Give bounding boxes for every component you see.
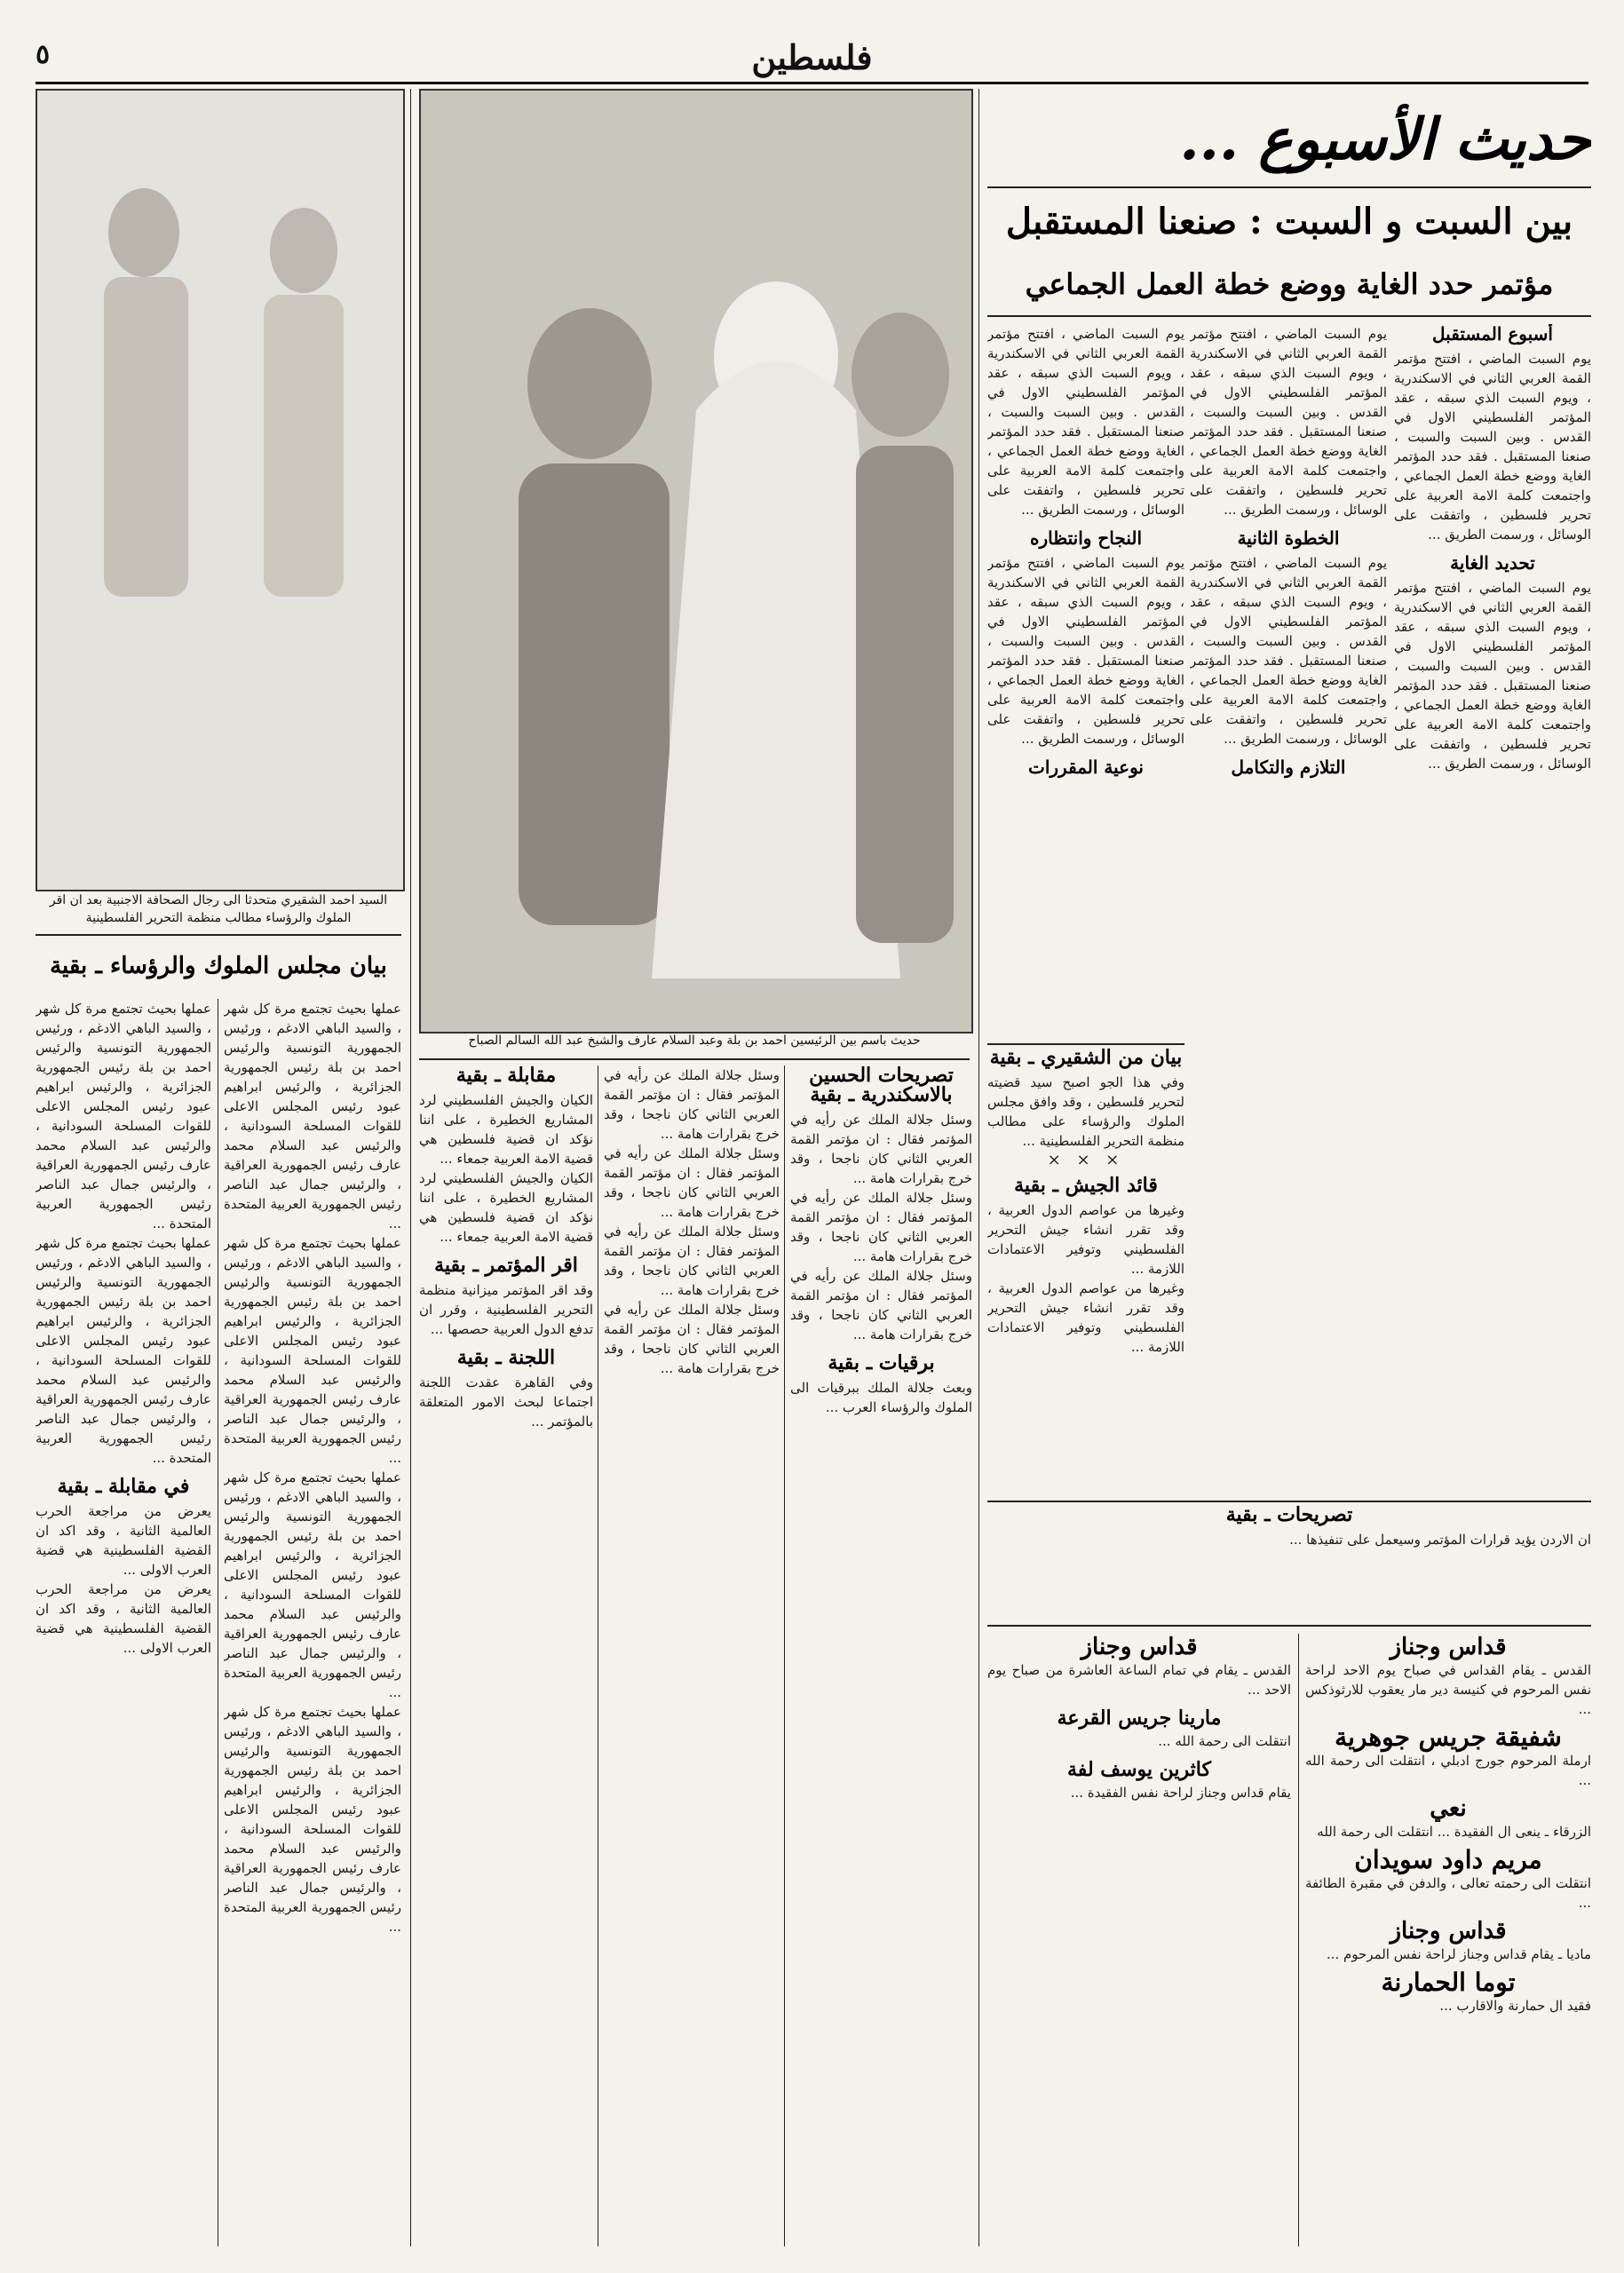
kings-statement-title-box <box>36 941 401 994</box>
body-text: يوم السبت الماضي ، افتتح مؤتمر القمة العربي الثاني في الاسكندرية ، ويوم السبت الذي سبقه ، عقد المؤتمر الفلسطيني الاول في القدس . وبين السبت والسبت ، صنعنا المستقبل . فقد حدد المؤتمر الغاية ووضع خطة العمل الجماعي ، واجتمعت كلمة الامة العربية على تحرير فلسطين ، واتفقت على الوسائل ، ورسمت الطريق ... <box>987 555 1184 747</box>
photo-leaders-caption: حديث باسم بين الرئيسين احمد بن بلة وعبد السلام عارف والشيخ عبد الله السالم الصباح <box>468 1034 921 1048</box>
notice-title: قداس وجناز <box>1390 1634 1507 1660</box>
article-body: وسئل جلالة الملك عن رأيه في المؤتمر فقال : ان مؤتمر القمة العربي الثاني كان ناجحا ، وقد خرج بقرارات هامة ... <box>604 1067 780 1142</box>
notice-body: ماديا ـ يقام قداس وجناز لراحة نفس المرحوم ... <box>1326 1946 1591 1962</box>
notice-title: شفيقة جريس جوهرية <box>1335 1723 1562 1752</box>
article-body: وغيرها من عواصم الدول العربية ، وقد تقرر انشاء جيش التحرير الفلسطيني وتوفير الاعتمادات اللازمة ... <box>987 1202 1184 1277</box>
notices-col-right <box>1305 1634 1591 2246</box>
article-title: بيان من الشقيري ـ بقية <box>989 1048 1183 1069</box>
article-body: عملها بحيث تجتمع مرة كل شهر ، والسيد الباهي الادغم ، ورئيس الجمهورية التونسية والرئيس احمد بن بلة رئيس الجمهورية الجزائرية ، والرئيس ابراهيم عبود رئيس المجلس الاعلى للقوات المسلحة السودانية ، والرئيس عبد السلام محمد عارف رئيس الجمهورية العراقية ، والرئيس جمال عبد الناصر رئيس الجمهورية العربية المتحدة ... <box>224 1235 401 1466</box>
notice-body: الزرقاء ـ ينعى ال الفقيدة ... انتقلت الى رحمة الله <box>1317 1824 1591 1840</box>
notice-body: القدس ـ يقام القداس في صباح يوم الاحد لراحة نفس المرحوم في كنيسة دير مار يعقوب للارثوذكس ... <box>1305 1662 1591 1717</box>
body-text: يوم السبت الماضي ، افتتح مؤتمر القمة العربي الثاني في الاسكندرية ، ويوم السبت الذي سبقه ، عقد المؤتمر الفلسطيني الاول في القدس . وبين السبت والسبت ، صنعنا المستقبل . فقد حدد المؤتمر الغاية ووضع خطة العمل الجماعي ، واجتمعت كلمة الامة العربية على تحرير فلسطين ، واتفقت على الوسائل ، ورسمت الطريق ... <box>1190 326 1387 518</box>
photo-shukairy-image <box>37 91 403 890</box>
notices-col-left <box>987 1634 1291 2246</box>
notice-title: نعي <box>1430 1795 1467 1822</box>
column-rule <box>784 1065 785 2246</box>
article-body: وسئل جلالة الملك عن رأيه في المؤتمر فقال : ان مؤتمر القمة العربي الثاني كان ناجحا ، وقد خرج بقرارات هامة ... <box>604 1224 780 1298</box>
article-title: اللجنة ـ بقية <box>456 1346 556 1369</box>
article-title: في مقابلة ـ بقية <box>57 1475 190 1498</box>
subhead: التلازم والتكامل <box>1231 756 1346 778</box>
article-title: قائد الجيش ـ بقية <box>1014 1174 1158 1197</box>
week-talk-col-1 <box>1394 324 1591 1496</box>
article-body: وغيرها من عواصم الدول العربية ، وقد تقرر انشاء جيش التحرير الفلسطيني وتوفير الاعتمادات اللازمة ... <box>987 1280 1184 1355</box>
subhead: أسبوع المستقبل <box>1432 324 1553 345</box>
photo-leaders-image <box>421 91 971 1032</box>
shukairy-article <box>987 1048 1184 1492</box>
week-talk-kicker: حديث الأسبوع ... <box>1179 107 1591 173</box>
article-body: عملها بحيث تجتمع مرة كل شهر ، والسيد الباهي الادغم ، ورئيس الجمهورية التونسية والرئيس احمد بن بلة رئيس الجمهورية الجزائرية ، والرئيس ابراهيم عبود رئيس المجلس الاعلى للقوات المسلحة السودانية ، والرئيس عبد السلام محمد عارف رئيس الجمهورية العراقية ، والرئيس جمال عبد الناصر رئيس الجمهورية العربية المتحدة ... <box>36 1235 211 1466</box>
article-body: الكيان والجيش الفلسطيني لرد المشاريع الخطيرة ، على اننا نؤكد ان قضية فلسطين هي قضية الامة العربية جمعاء ... <box>419 1092 593 1167</box>
article-body: عملها بحيث تجتمع مرة كل شهر ، والسيد الباهي الادغم ، ورئيس الجمهورية التونسية والرئيس احمد بن بلة رئيس الجمهورية الجزائرية ، والرئيس ابراهيم عبود رئيس المجلس الاعلى للقوات المسلحة السودانية ، والرئيس عبد السلام محمد عارف رئيس الجمهورية العراقية ، والرئيس جمال عبد الناصر رئيس الجمهورية العربية المتحدة ... <box>224 1704 401 1935</box>
notice-title: قداس وجناز <box>1390 1918 1507 1944</box>
article-title: تصريحات ـ بقية <box>1225 1505 1353 1526</box>
article-body: وسئل جلالة الملك عن رأيه في المؤتمر فقال : ان مؤتمر القمة العربي الثاني كان ناجحا ، وقد خرج بقرارات هامة ... <box>604 1302 780 1376</box>
week-talk-headline-box <box>987 191 1591 253</box>
article-body: وفي هذا الجو اصبح سيد قضيته لتحرير فلسطين ، وقد وافق مجلس الملوك والرؤساء على مطالب منظمة التحرير الفلسطينية ... <box>987 1074 1184 1149</box>
notice-title: كاثرين يوسف لفة <box>1067 1758 1211 1781</box>
notice-body: القدس ـ يقام في تمام الساعة العاشرة من صباح يوم الاحد ... <box>987 1662 1291 1698</box>
week-talk-subhead: مؤتمر حدد الغاية ووضع خطة العمل الجماعي <box>1025 267 1554 301</box>
subhead: نوعية المقررات <box>1028 756 1144 778</box>
separator: × × × <box>1047 1151 1125 1169</box>
column-rule <box>410 89 411 2246</box>
subhead: الخطوة الثانية <box>1237 527 1340 549</box>
week-talk-headline: بين السبت و السبت : صنعنا المستقبل <box>1005 201 1573 242</box>
photo-leaders <box>419 89 973 1034</box>
rule <box>36 934 401 936</box>
hussein-article <box>790 1065 972 2246</box>
notice-title: توما الحمارنة <box>1381 1968 1516 1997</box>
notice-title: مريم داود سويدان <box>1354 1845 1542 1874</box>
article-body: ان الاردن يؤيد قرارات المؤتمر وسيعمل على تنفيذها ... <box>1289 1532 1591 1548</box>
page-number: ٥ <box>36 39 51 70</box>
notice-title: مارينا جريس القرعة <box>1057 1707 1222 1730</box>
rule <box>987 1625 1591 1627</box>
article-body: الكيان والجيش الفلسطيني لرد المشاريع الخطيرة ، على اننا نؤكد ان قضية فلسطين هي قضية الامة العربية جمعاء ... <box>419 1170 593 1245</box>
interview-article <box>419 1065 593 2246</box>
article-body: يعرض من مراجعة الحرب العالمية الثانية ، وقد اكد ان القضية الفلسطينية هي قضية العرب الاولى ... <box>36 1581 211 1656</box>
column-rule <box>978 89 979 2246</box>
article-body: عملها بحيث تجتمع مرة كل شهر ، والسيد الباهي الادغم ، ورئيس الجمهورية التونسية والرئيس احمد بن بلة رئيس الجمهورية الجزائرية ، والرئيس ابراهيم عبود رئيس المجلس الاعلى للقوات المسلحة السودانية ، والرئيس عبد السلام محمد عارف رئيس الجمهورية العراقية ، والرئيس جمال عبد الناصر رئيس الجمهورية العربية المتحدة ... <box>224 1001 401 1232</box>
week-talk-col-2 <box>1190 324 1387 1496</box>
notice-body: فقيد ال حمارنة والاقارب ... <box>1439 1998 1591 2014</box>
statements-article <box>987 1505 1591 1612</box>
article-body: وبعث جلالة الملك ببرقيات الى الملوك والرؤساء العرب ... <box>790 1380 972 1415</box>
rule <box>987 1043 1184 1045</box>
notice-body: يقام قداس وجناز لراحة نفس الفقيدة ... <box>1070 1785 1291 1801</box>
body-text: يوم السبت الماضي ، افتتح مؤتمر القمة العربي الثاني في الاسكندرية ، ويوم السبت الذي سبقه ، عقد المؤتمر الفلسطيني الاول في القدس . وبين السبت والسبت ، صنعنا المستقبل . فقد حدد المؤتمر الغاية ووضع خطة العمل الجماعي ، واجتمعت كلمة الامة العربية على تحرير فلسطين ، واتفقت على الوسائل ، ورسمت الطريق ... <box>987 326 1184 518</box>
rule <box>987 1501 1591 1502</box>
photo-shukairy-caption: السيد احمد الشقيري متحدثا الى رجال الصحافة الاجنبية بعد ان اقر الملوك والرؤساء مطالب منظمة التحرير الفلسطينية <box>49 893 388 925</box>
notice-body: انتقلت الى رحمته تعالى ، والدفن في مقبرة الطائفة ... <box>1305 1875 1591 1911</box>
notice-title: قداس وجناز <box>1081 1634 1198 1660</box>
column-rule <box>1298 1634 1299 2246</box>
article-title: تصريحات الحسين بالاسكندرية ـ بقية <box>809 1065 954 1106</box>
subhead: تحديد الغاية <box>1450 552 1535 574</box>
rule <box>987 315 1591 317</box>
article-body: عملها بحيث تجتمع مرة كل شهر ، والسيد الباهي الادغم ، ورئيس الجمهورية التونسية والرئيس احمد بن بلة رئيس الجمهورية الجزائرية ، والرئيس ابراهيم عبود رئيس المجلس الاعلى للقوات المسلحة السودانية ، والرئيس عبد السلام محمد عارف رئيس الجمهورية العراقية ، والرئيس جمال عبد الناصر رئيس الجمهورية العربية المتحدة ... <box>224 1469 401 1700</box>
kings-statement-col-1 <box>224 999 401 2246</box>
paper-name: فلسطين <box>751 37 873 77</box>
rule <box>987 186 1591 188</box>
week-talk-subhead-box <box>987 257 1591 311</box>
masthead <box>36 36 1588 84</box>
article-body: عملها بحيث تجتمع مرة كل شهر ، والسيد الباهي الادغم ، ورئيس الجمهورية التونسية والرئيس احمد بن بلة رئيس الجمهورية الجزائرية ، والرئيس ابراهيم عبود رئيس المجلس الاعلى للقوات المسلحة السودانية ، والرئيس عبد السلام محمد عارف رئيس الجمهورية العراقية ، والرئيس جمال عبد الناصر رئيس الجمهورية العربية المتحدة ... <box>36 1001 211 1232</box>
kings-statement-col-2 <box>36 999 211 2246</box>
rule <box>419 1058 970 1060</box>
hussein-article-cont <box>604 1065 780 2246</box>
notice-body: ارملة المرحوم جورج ادبلي ، انتقلت الى رحمة الله ... <box>1305 1753 1591 1788</box>
article-body: وسئل جلالة الملك عن رأيه في المؤتمر فقال : ان مؤتمر القمة العربي الثاني كان ناجحا ، وقد خرج بقرارات هامة ... <box>790 1268 972 1342</box>
body-text: يوم السبت الماضي ، افتتح مؤتمر القمة العربي الثاني في الاسكندرية ، ويوم السبت الذي سبقه ، عقد المؤتمر الفلسطيني الاول في القدس . وبين السبت والسبت ، صنعنا المستقبل . فقد حدد المؤتمر الغاية ووضع خطة العمل الجماعي ، واجتمعت كلمة الامة العربية على تحرير فلسطين ، واتفقت على الوسائل ، ورسمت الطريق ... <box>1190 555 1387 747</box>
article-body: وسئل جلالة الملك عن رأيه في المؤتمر فقال : ان مؤتمر القمة العربي الثاني كان ناجحا ، وقد خرج بقرارات هامة ... <box>790 1190 972 1264</box>
body-text: يوم السبت الماضي ، افتتح مؤتمر القمة العربي الثاني في الاسكندرية ، ويوم السبت الذي سبقه ، عقد المؤتمر الفلسطيني الاول في القدس . وبين السبت والسبت ، صنعنا المستقبل . فقد حدد المؤتمر الغاية ووضع خطة العمل الجماعي ، واجتمعت كلمة الامة العربية على تحرير فلسطين ، واتفقت على الوسائل ، ورسمت الطريق ... <box>1394 351 1591 543</box>
article-body: وسئل جلالة الملك عن رأيه في المؤتمر فقال : ان مؤتمر القمة العربي الثاني كان ناجحا ، وقد خرج بقرارات هامة ... <box>604 1145 780 1220</box>
week-talk-col-3 <box>987 324 1184 1034</box>
subhead: النجاح وانتظاره <box>1029 527 1142 549</box>
notice-body: انتقلت الى رحمة الله ... <box>1158 1733 1291 1749</box>
article-body: وقد اقر المؤتمر ميزانية منظمة التحرير الفلسطينية ، وقرر ان تدفع الدول العربية حصصها ... <box>419 1282 593 1337</box>
article-body: يعرض من مراجعة الحرب العالمية الثانية ، وقد اكد ان القضية الفلسطينية هي قضية العرب الاولى ... <box>36 1503 211 1578</box>
article-title: اقر المؤتمر ـ بقية <box>434 1254 578 1277</box>
photo-shukairy <box>36 89 405 891</box>
article-body: وسئل جلالة الملك عن رأيه في المؤتمر فقال : ان مؤتمر القمة العربي الثاني كان ناجحا ، وقد خرج بقرارات هامة ... <box>790 1112 972 1186</box>
body-text: يوم السبت الماضي ، افتتح مؤتمر القمة العربي الثاني في الاسكندرية ، ويوم السبت الذي سبقه ، عقد المؤتمر الفلسطيني الاول في القدس . وبين السبت والسبت ، صنعنا المستقبل . فقد حدد المؤتمر الغاية ووضع خطة العمل الجماعي ، واجتمعت كلمة الامة العربية على تحرير فلسطين ، واتفقت على الوسائل ، ورسمت الطريق ... <box>1394 580 1591 772</box>
article-title: برقيات ـ بقية <box>828 1351 935 1374</box>
article-title: بيان مجلس الملوك والرؤساء ـ بقية <box>50 953 387 979</box>
week-talk-kicker-box <box>987 98 1591 186</box>
article-title: مقابلة ـ بقية <box>456 1065 557 1087</box>
article-body: وفي القاهرة عقدت اللجنة اجتماعا لبحث الامور المتعلقة بالمؤتمر ... <box>419 1374 593 1430</box>
